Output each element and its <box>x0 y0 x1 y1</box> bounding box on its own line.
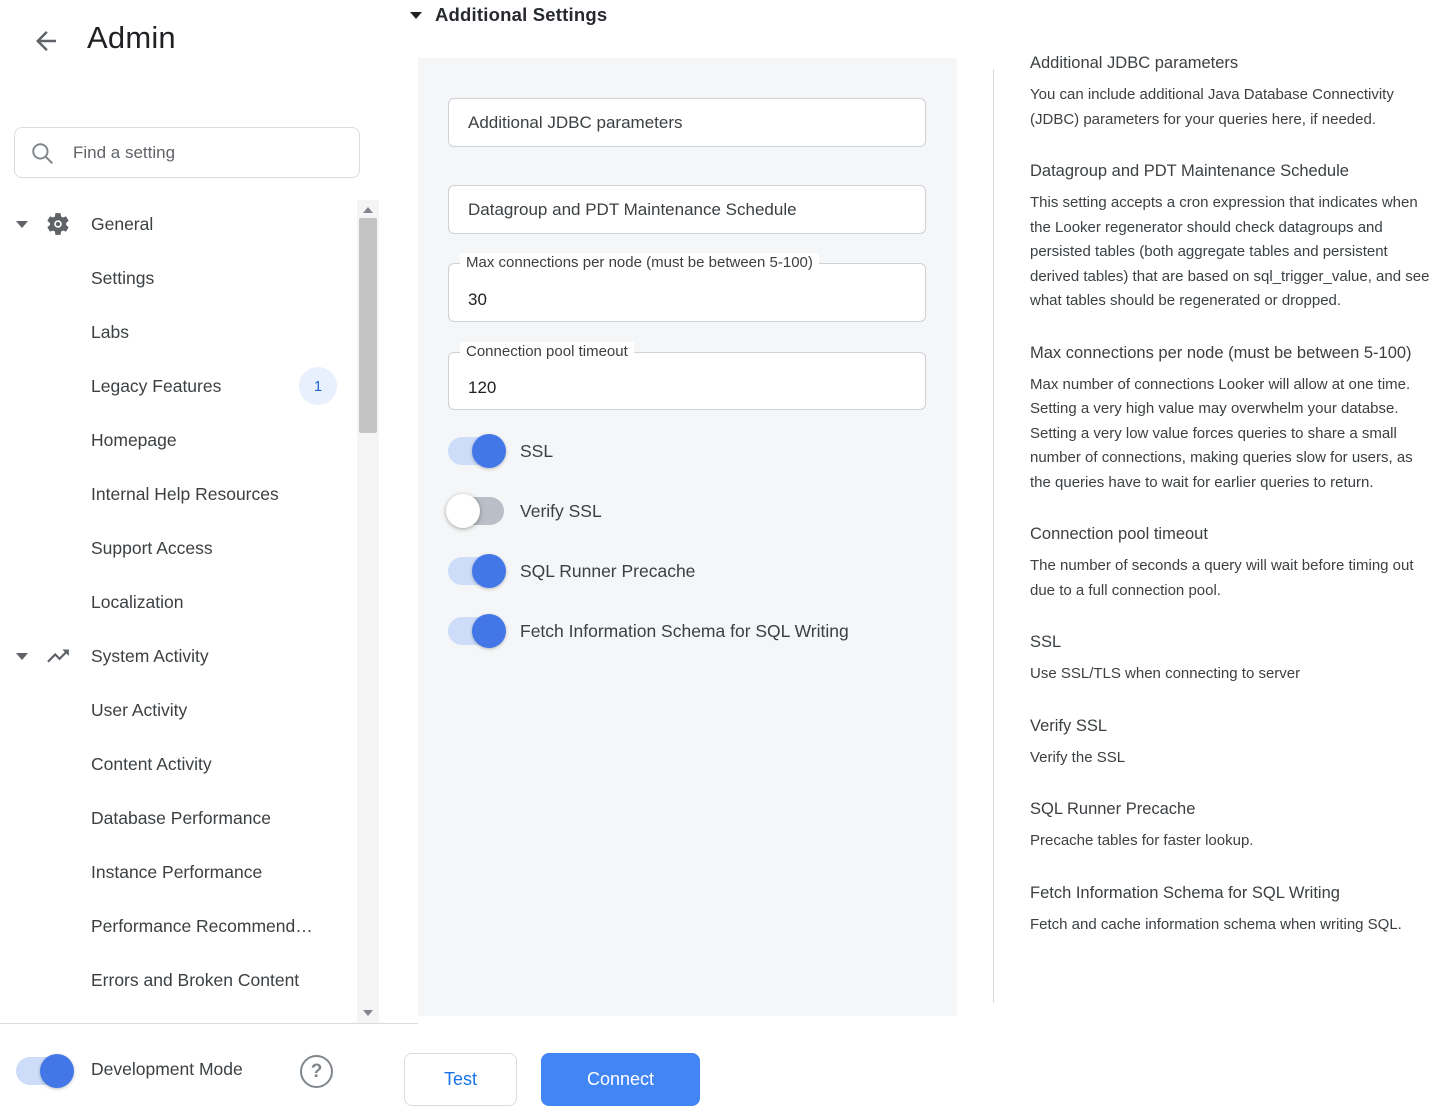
help-body: The number of seconds a query will wait before timing out due to a full connection pool. <box>1030 557 1414 599</box>
page-title: Admin <box>87 20 176 55</box>
verify-ssl-toggle-row <box>448 497 602 525</box>
settings-panel <box>418 58 957 1016</box>
sidebar-item-system-activity[interactable] <box>0 629 356 683</box>
help-divider <box>993 69 994 1003</box>
sidebar-item-errors-and-broken-content[interactable] <box>0 953 356 1007</box>
sidebar-item-label: Localization <box>91 591 184 612</box>
help-section <box>1030 52 1430 132</box>
sidebar-nav <box>0 197 356 1007</box>
sidebar-item-general[interactable] <box>0 197 356 251</box>
sidebar-item-label: Labs <box>91 321 129 342</box>
help-body: Verify the SSL <box>1030 748 1126 766</box>
sidebar-item-label: General <box>91 213 154 234</box>
help-section <box>1030 631 1430 687</box>
help-title: SQL Runner Precache <box>1030 800 1196 818</box>
sql-runner-precache-label: SQL Runner Precache <box>520 560 696 581</box>
sidebar-item-instance-performance[interactable] <box>0 845 356 899</box>
fetch-info-schema-toggle-row <box>448 617 849 645</box>
ssl-toggle-row <box>448 437 553 465</box>
development-mode-toggle[interactable] <box>16 1057 72 1085</box>
pool-timeout-label: Connection pool timeout <box>460 342 634 362</box>
sidebar-item-label: Content Activity <box>91 753 212 774</box>
pool-timeout-field <box>448 343 926 410</box>
toggle-thumb <box>472 434 506 468</box>
help-body: Max number of connections Looker will allow at one time. Setting a very high value may overwhelm your databse. Setting a very low value forces queries to share a small number of connections, making queries slow for users, as the queries have to wait for earlier queries to return. <box>1030 375 1413 491</box>
help-section <box>1030 882 1430 938</box>
sidebar-item-content-activity[interactable] <box>0 737 356 791</box>
sql-runner-precache-toggle-row <box>448 557 695 585</box>
sidebar-item-label: Database Performance <box>91 807 271 828</box>
help-title: Additional JDBC parameters <box>1030 54 1239 72</box>
sidebar-item-label: Internal Help Resources <box>91 483 279 504</box>
dev-mode-bar <box>0 1023 418 1116</box>
ssl-label: SSL <box>520 440 554 461</box>
chevron-down-icon[interactable] <box>16 653 28 660</box>
gear-icon <box>45 211 71 237</box>
admin-sidebar <box>0 0 418 1023</box>
help-section <box>1030 342 1430 496</box>
sidebar-item-performance-recommendations[interactable] <box>0 899 356 953</box>
legacy-features-count-badge: 1 <box>299 367 337 405</box>
sidebar-item-user-activity[interactable] <box>0 683 356 737</box>
toggle-thumb <box>40 1054 74 1088</box>
help-section <box>1030 160 1430 314</box>
scroll-up-icon[interactable] <box>357 202 379 218</box>
help-body: Precache tables for faster lookup. <box>1030 832 1254 849</box>
additional-settings-header[interactable] <box>410 0 607 30</box>
sidebar-item-internal-help-resources[interactable] <box>0 467 356 521</box>
help-title: Connection pool timeout <box>1030 525 1208 543</box>
toggle-thumb <box>472 554 506 588</box>
sidebar-item-settings[interactable] <box>0 251 356 305</box>
toggle-thumb <box>446 494 480 528</box>
sidebar-item-labs[interactable] <box>0 305 356 359</box>
sidebar-item-label: Performance Recommend… <box>91 915 313 936</box>
help-section <box>1030 798 1430 854</box>
fetch-info-schema-toggle[interactable] <box>448 617 504 645</box>
maintenance-schedule-field <box>448 185 926 234</box>
sidebar-item-label: Settings <box>91 267 155 288</box>
toggle-thumb <box>472 614 506 648</box>
help-body: This setting accepts a cron expression that indicates when the Looker regenerator should check datagroups and persisted tables (both aggregate tables and persistent derived tables) that are based on sql_trigger_value, and see what tables should be regenerated or dropped. <box>1030 194 1430 309</box>
sidebar-item-label: Errors and Broken Content <box>91 969 300 990</box>
section-title: Additional Settings <box>435 4 608 25</box>
sidebar-item-support-access[interactable] <box>0 521 356 575</box>
sidebar-item-label: Homepage <box>91 429 177 450</box>
sidebar-item-label: Instance Performance <box>91 861 263 882</box>
sidebar-item-label: System Activity <box>91 645 209 666</box>
sidebar-item-database-performance[interactable] <box>0 791 356 845</box>
help-body: You can include additional Java Database Connectivity (JDBC) parameters for your queries here, if needed. <box>1030 86 1394 128</box>
help-panel <box>1030 52 1430 937</box>
sidebar-item-localization[interactable] <box>0 575 356 629</box>
sidebar-scrollbar[interactable] <box>357 200 379 1023</box>
connect-button[interactable]: Connect <box>541 1053 700 1106</box>
jdbc-parameters-field <box>448 98 926 147</box>
help-body: Fetch and cache information schema when writing SQL. <box>1030 915 1402 933</box>
sql-runner-precache-toggle[interactable] <box>448 557 504 585</box>
help-title: Max connections per node (must be between 5-100) <box>1030 343 1412 362</box>
chevron-down-icon[interactable] <box>16 221 28 228</box>
fetch-info-schema-label: Fetch Information Schema for SQL Writing <box>520 620 849 641</box>
sidebar-item-label: Support Access <box>91 537 213 558</box>
verify-ssl-label: Verify SSL <box>520 500 602 521</box>
sidebar-item-legacy-features[interactable] <box>0 359 356 413</box>
sidebar-item-homepage[interactable] <box>0 413 356 467</box>
development-mode-label: Development Mode <box>91 1059 243 1079</box>
sidebar-item-label: User Activity <box>91 699 188 720</box>
help-body: Use SSL/TLS when connecting to server <box>1030 665 1301 682</box>
search-input[interactable] <box>71 142 347 164</box>
max-connections-field <box>448 254 926 322</box>
help-section <box>1030 523 1430 603</box>
scrollbar-thumb[interactable] <box>359 218 377 433</box>
trending-up-icon <box>45 643 71 669</box>
search-icon <box>29 140 55 166</box>
help-title: Fetch Information Schema for SQL Writing <box>1030 883 1340 902</box>
help-title: Datagroup and PDT Maintenance Schedule <box>1030 162 1349 180</box>
help-title: Verify SSL <box>1030 716 1108 735</box>
help-section <box>1030 715 1430 771</box>
help-icon[interactable]: ? <box>300 1055 333 1088</box>
jdbc-parameters-input[interactable] <box>448 98 926 147</box>
verify-ssl-toggle[interactable] <box>448 497 504 525</box>
max-connections-label: Max connections per node (must be between 5-100) <box>460 253 819 273</box>
back-arrow-icon[interactable] <box>31 26 61 56</box>
maintenance-schedule-input[interactable] <box>448 185 926 234</box>
help-title: SSL <box>1030 633 1062 651</box>
test-button[interactable]: Test <box>404 1053 517 1106</box>
sidebar-item-label: Legacy Features <box>91 375 222 396</box>
find-setting-search[interactable] <box>14 127 360 178</box>
ssl-toggle[interactable] <box>448 437 504 465</box>
scroll-down-icon[interactable] <box>357 1005 379 1021</box>
chevron-down-icon[interactable] <box>410 12 422 19</box>
